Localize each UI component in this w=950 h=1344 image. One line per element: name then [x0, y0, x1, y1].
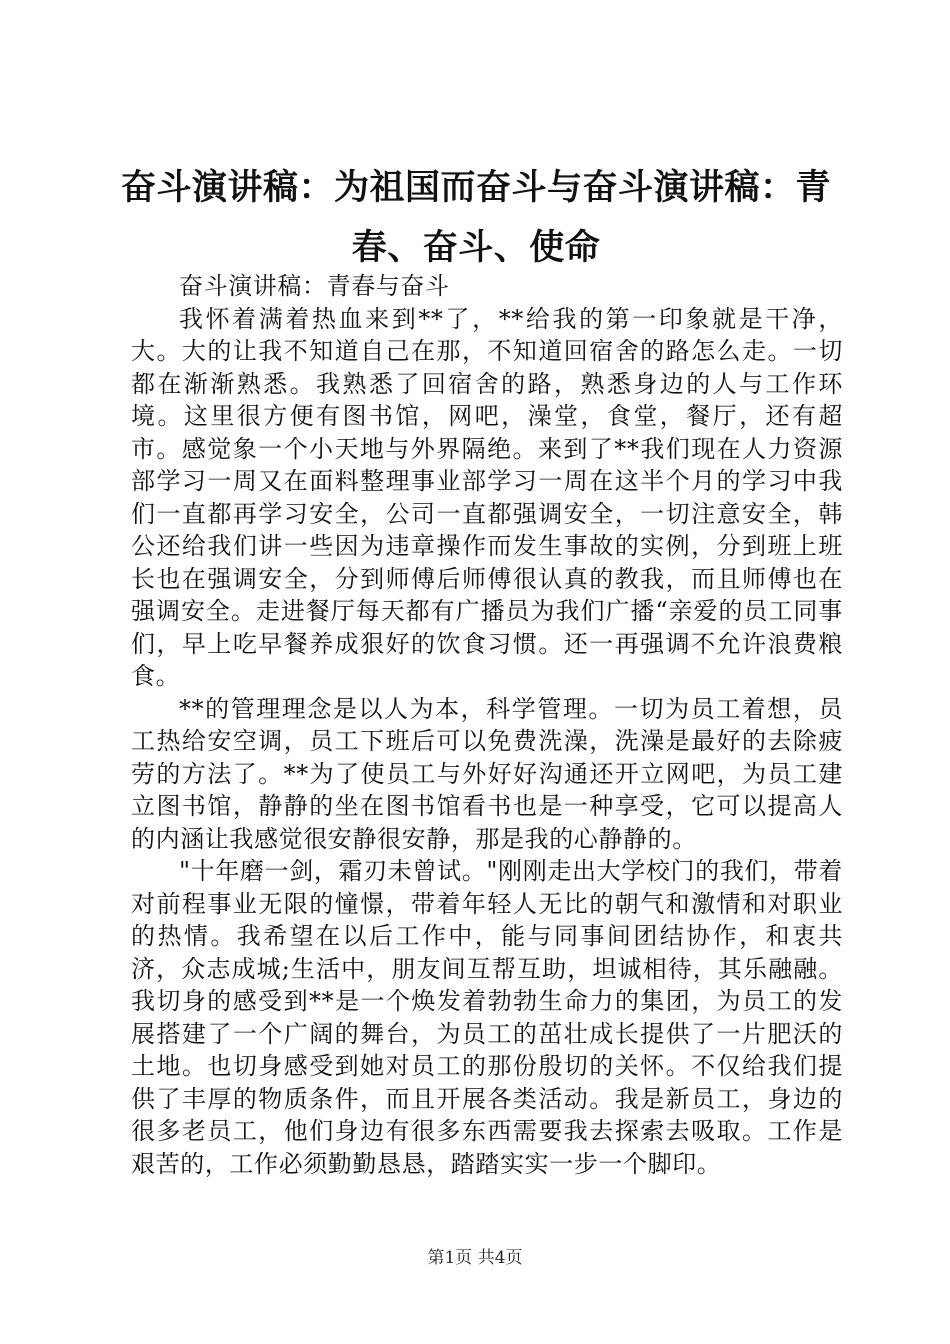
- document-title: 奋斗演讲稿：为祖国而奋斗与奋斗演讲稿：青春、奋斗、使命: [120, 167, 831, 268]
- body-paragraph-subtitle: 奋斗演讲稿：青春与奋斗: [179, 272, 450, 300]
- document-body: [131, 270, 843, 1180]
- body-paragraph: 我怀着满着热血来到**了，**给我的第一印象就是干净，大。大的让我不知道自己在那，不知道回宿舍的路怎么走。一切都在渐渐熟悉。我熟悉了回宿舍的路，熟悉身边的人与工作环境。这里很方便有图书馆，网吧，澡堂，食堂，餐厅，还有超市。感觉象一个小天地与外界隔绝。来到了**我们现在人力资源部学习一周又在面料整理事业部学习一周在这半个月的学习中我们一直都再学习安全，公司一直都强调安全，一切注意安全，韩公还给我们讲一些因为违章操作而发生事故的实例，分到班上班长也在强调安全，分到师傅后师傅很认真的教我，而且师傅也在强调安全。走进餐厅每天都有广播员为我们广播“亲爱的员工同事们，早上吃早餐养成狠好的饮食习惯。还一再强调不允许浪费粮食。: [131, 304, 843, 690]
- page-number-footer: 第1页 共4页: [427, 1248, 523, 1268]
- body-paragraph: **的管理理念是以人为本，科学管理。一切为员工着想，员工热给安空调，员工下班后可以免费洗澡，洗澡是最好的去除疲劳的方法了。**为了使员工与外好好沟通还开立网吧，为员工建立图书馆，静静的坐在图书馆看书也是一种享受，它可以提高人的内涵让我感觉很安静很安静，那是我的心静静的。: [131, 694, 843, 853]
- body-paragraph: "十年磨一剑，霜刃未曾试。"刚刚走出大学校门的我们，带着对前程事业无限的憧憬，带着年轻人无比的朝气和激情和对职业的热情。我希望在以后工作中，能与同事间团结协作，和衷共济，众志成城;生活中，朋友间互帮互助，坦诚相待，其乐融融。我切身的感受到**是一个焕发着勃勃生命力的集团，为员工的发展搭建了一个广阔的舞台，为员工的茁壮成长提供了一片肥沃的土地。也切身感受到她对员工的那份殷切的关怀。不仅给我们提供了丰厚的物质条件，而且开展各类活动。我是新员工，身边的很多老员工，他们身边有很多东西需要我去探索去吸取。工作是艰苦的，工作必须勤勤恳恳，踏踏实实一步一个脚印。: [131, 857, 843, 1178]
